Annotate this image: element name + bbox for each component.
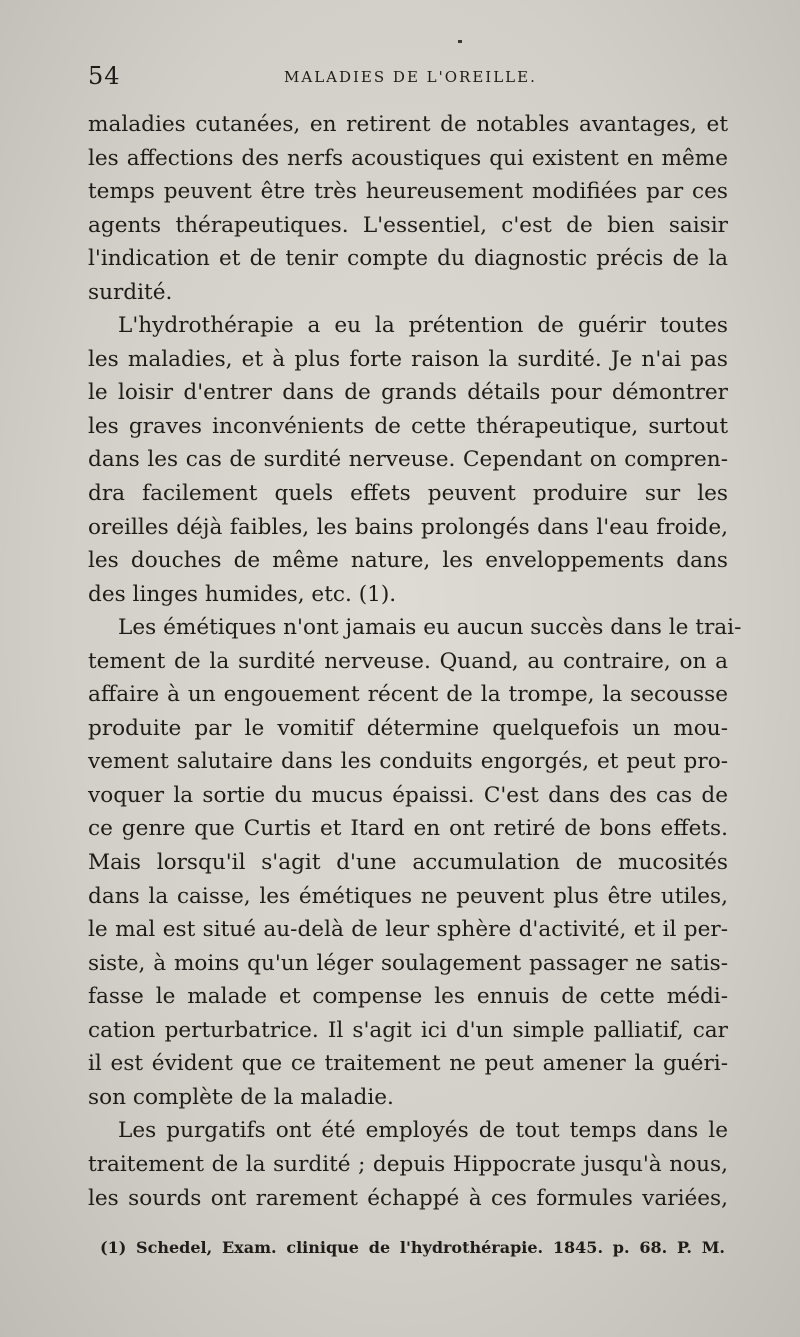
page-number: 54	[88, 62, 121, 90]
ink-speck	[458, 40, 462, 43]
paragraph	[88, 1114, 728, 1215]
text-line: ce genre que Curtis et Itard en ont retiré de bons effets.	[88, 816, 728, 842]
text-line: tement de la surdité nerveuse. Quand, au contraire, on a	[88, 648, 728, 674]
text-line: voquer la sortie du mucus épaissi. C'est dans des cas de	[88, 782, 728, 808]
text-line: les graves inconvénients de cette thérapeutique, surtout	[88, 413, 728, 439]
paragraph	[88, 108, 728, 309]
footnote: (1) Schedel, Exam. clinique de l'hydrothérapie. 1845. p. 68. P. M.	[100, 1238, 725, 1257]
text-line: Les émétiques n'ont jamais eu aucun succès dans le trai-	[118, 615, 742, 641]
text-line: Mais lorsqu'il s'agit d'une accumulation de mucosités	[88, 850, 728, 876]
text-line: traitement de la surdité ; depuis Hippocrate jusqu'à nous,	[88, 1151, 728, 1177]
page-header	[88, 62, 725, 98]
text-line: les affections des nerfs acoustiques qui existent en même	[88, 145, 728, 171]
text-line: vement salutaire dans les conduits engorgés, et peut pro-	[88, 749, 728, 775]
text-line: les maladies, et à plus forte raison la surdité. Je n'ai pas	[88, 346, 728, 372]
text-line: l'indication et de tenir compte du diagnostic précis de la	[88, 246, 728, 272]
text-line: L'hydrothérapie a eu la prétention de guérir toutes	[118, 313, 728, 339]
text-line: oreilles déjà faibles, les bains prolongés dans l'eau froide,	[88, 514, 728, 540]
text-line: il est évident que ce traitement ne peut amener la guéri-	[88, 1051, 728, 1077]
text-line: affaire à un engouement récent de la trompe, la secousse	[88, 682, 728, 708]
text-line: son complète de la maladie.	[88, 1084, 394, 1110]
text-line: le loisir d'entrer dans de grands détails pour démontrer	[88, 380, 728, 406]
text-line: le mal est situé au-delà de leur sphère d'activité, et il per-	[88, 917, 728, 943]
text-line: dans la caisse, les émétiques ne peuvent plus être utiles,	[88, 883, 728, 909]
text-line: cation perturbatrice. Il s'agit ici d'un simple palliatif, car	[88, 1017, 728, 1043]
text-line: fasse le malade et compense les ennuis de cette médi-	[88, 984, 728, 1010]
text-line: Les purgatifs ont été employés de tout temps dans le	[118, 1118, 728, 1144]
text-line: surdité.	[88, 279, 173, 305]
text-line: des linges humides, etc. (1).	[88, 581, 397, 607]
text-line: temps peuvent être très heureusement modifiées par ces	[88, 179, 728, 205]
text-line: maladies cutanées, en retirent de notables avantages, et	[88, 112, 728, 137]
text-line: dans les cas de surdité nerveuse. Cependant on compren-	[88, 447, 728, 473]
text-line: les sourds ont rarement échappé à ces formules variées,	[88, 1185, 728, 1211]
text-line: agents thérapeutiques. L'essentiel, c'est de bien saisir	[88, 212, 728, 238]
paragraph	[88, 611, 742, 1114]
body-text	[88, 108, 742, 1215]
text-line: siste, à moins qu'un léger soulagement passager ne satis-	[88, 950, 728, 976]
paragraph	[88, 309, 728, 611]
text-line: dra facilement quels effets peuvent produire sur les	[88, 481, 728, 507]
text-line: les douches de même nature, les enveloppements dans	[88, 548, 728, 574]
text-line: produite par le vomitif détermine quelquefois un mou-	[88, 715, 728, 741]
running-title: MALADIES DE L'OREILLE.	[284, 68, 537, 86]
